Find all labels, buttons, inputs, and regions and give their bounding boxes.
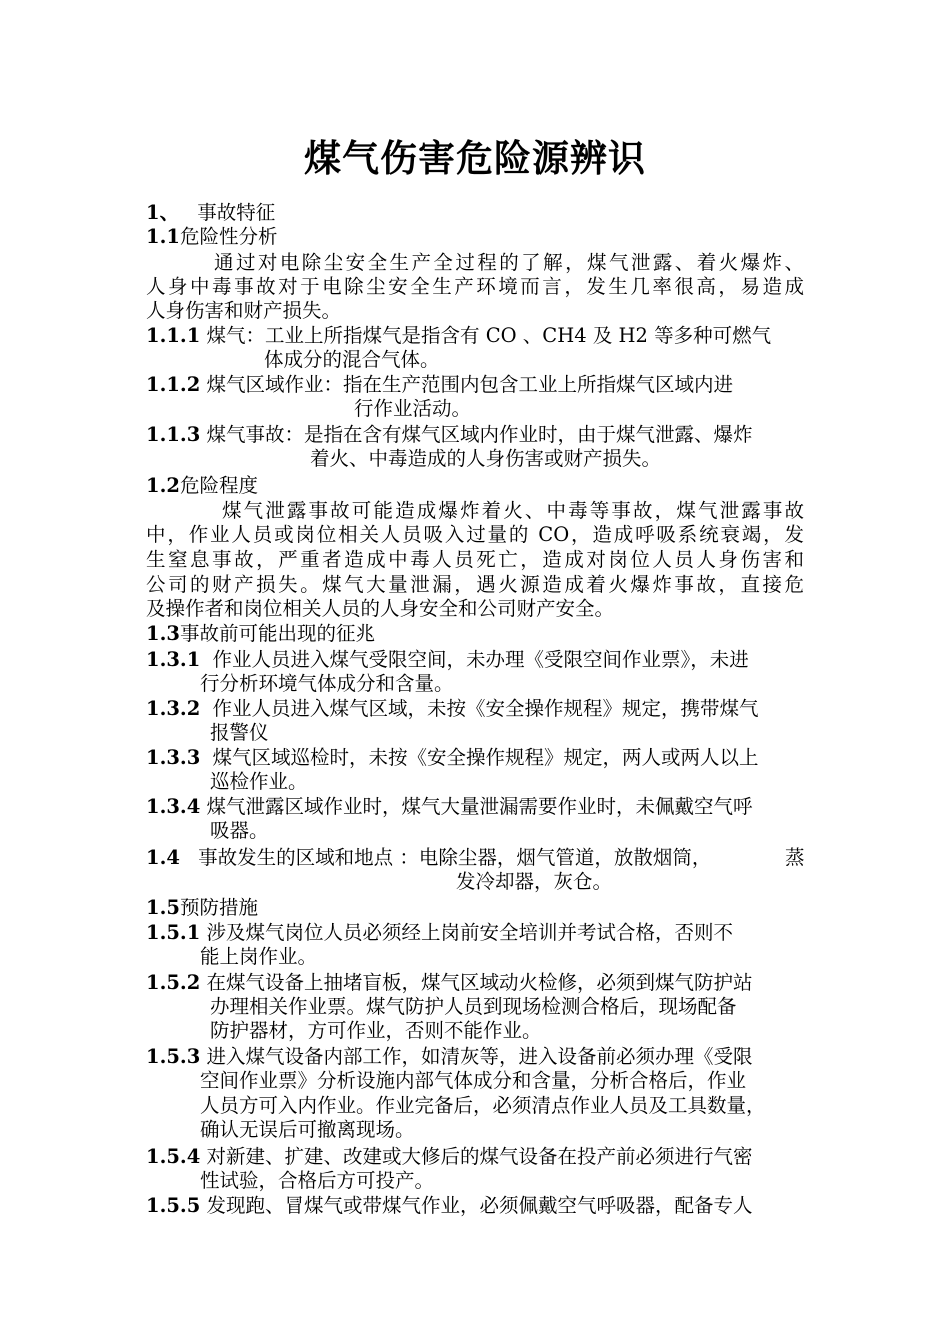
section-text: 事故发生的区域和地点 ：电除尘器，烟气管道，放散烟筒， (198, 846, 712, 869)
item-number: 1.3.2 (146, 697, 201, 720)
item-number: 1.5.3 (146, 1045, 201, 1068)
paragraph-line: 煤气泄露事故可能造成爆炸着火、中毒等事故，煤气泄露事故 (222, 499, 804, 522)
item-number: 1.3.1 (146, 648, 201, 671)
item-1-1-2 (146, 373, 733, 397)
section-1-4-heading (146, 846, 711, 870)
item-1-3-2-cont: 报警仪 (210, 721, 269, 744)
document-title: 煤气伤害危险源辨识 (304, 136, 646, 180)
item-1-3-4-cont: 吸器。 (210, 819, 269, 842)
item-text: 作业人员进入煤气受限空间，未办理《受限空间作业票》，未进 (212, 648, 749, 671)
item-1-3-3 (146, 746, 759, 770)
item-1-1-3-cont: 着火、中毒造成的人身伤害或财产损失。 (310, 447, 662, 470)
item-1-5-3-cont: 确认无误后可撤离现场。 (200, 1118, 415, 1141)
section-1-3-heading (146, 622, 375, 646)
section-1-4-cont: 发冷却器，灰仓。 (456, 870, 613, 893)
section-number: 1.4 (146, 846, 180, 869)
paragraph-line: 中，作业人员或岗位相关人员吸入过量的 CO，造成呼吸系统衰竭，发 (146, 523, 804, 546)
item-1-5-4 (146, 1145, 753, 1169)
item-1-1-2-cont: 行作业活动。 (354, 397, 472, 420)
item-1-5-4-cont: 性试验，合格后方可投产。 (200, 1169, 435, 1192)
item-1-1-1 (146, 324, 806, 348)
paragraph-line: 生窒息事故，严重者造成中毒人员死亡，造成对岗位人员人身伤害和 (146, 548, 804, 571)
item-text: 煤气区域巡检时，未按《安全操作规程》规定，两人或两人以上 (212, 746, 759, 769)
section-title: 危险性分析 (179, 225, 278, 248)
paragraph-line: 人身中毒事故对于电除尘安全生产环境而言，发生几率很高，易造成 (146, 275, 804, 298)
item-text: 对新建、扩建、改建或大修后的煤气设备在投产前必须进行气密 (206, 1145, 753, 1168)
section-1-2-heading (146, 474, 258, 498)
section-number: 1.5 (146, 896, 180, 919)
item-number: 1.1.1 (146, 324, 201, 347)
item-1-5-3-cont: 人员方可入内作业。作业完备后，必须清点作业人员及工具数量， (200, 1094, 766, 1117)
section-title: 预防措施 (179, 896, 258, 919)
section-number: 1、 (146, 201, 180, 224)
section-number: 1.3 (146, 622, 180, 645)
item-text: 在煤气设备上抽堵盲板，煤气区域动火检修，必须到煤气防护站 (206, 971, 753, 994)
item-number: 1.5.5 (146, 1194, 201, 1217)
item-text: 煤气区域作业：指在生产范围内包含工业上所指煤气区域内进 (206, 373, 734, 396)
item-1-5-2-cont: 防护器材，方可作业，否则不能作业。 (210, 1019, 542, 1042)
section-1-5-heading (146, 896, 258, 920)
section-1-4-tail: 蒸 (785, 846, 805, 869)
item-text: 发现跑、冒煤气或带煤气作业，必须佩戴空气呼吸器，配备专人 (206, 1194, 753, 1217)
item-number: 1.3.4 (146, 795, 201, 818)
section-title: 事故特征 (197, 201, 276, 224)
section-title: 事故前可能出现的征兆 (179, 622, 375, 645)
item-number: 1.5.2 (146, 971, 201, 994)
item-text: 涉及煤气岗位人员必须经上岗前安全培训并考试合格，否则不 (206, 921, 734, 944)
section-title: 危险程度 (179, 474, 258, 497)
item-number: 1.1.2 (146, 373, 201, 396)
item-1-5-2-cont: 办理相关作业票。煤气防护人员到现场检测合格后，现场配备 (210, 995, 737, 1018)
item-text: 作业人员进入煤气区域，未按《安全操作规程》规定，携带煤气 (212, 697, 759, 720)
section-number: 1.2 (146, 474, 180, 497)
item-1-3-2 (146, 697, 759, 721)
item-1-5-3-cont: 空间作业票》分析设施内部气体成分和含量，分析合格后，作业 (200, 1069, 747, 1092)
item-number: 1.1.3 (146, 423, 201, 446)
paragraph-line: 公司的财产损失。煤气大量泄漏，遇火源造成着火爆炸事故，直接危 (146, 573, 804, 596)
item-1-5-1-cont: 能上岗作业。 (200, 945, 318, 968)
item-number: 1.3.3 (146, 746, 201, 769)
item-1-3-4 (146, 795, 753, 819)
item-1-5-2 (146, 971, 753, 995)
section-1-heading (146, 201, 275, 225)
item-1-5-3 (146, 1045, 753, 1069)
item-1-5-1 (146, 921, 733, 945)
item-1-3-3-cont: 巡检作业。 (210, 770, 308, 793)
item-1-1-3 (146, 423, 753, 447)
paragraph-line: 通过对电除尘安全生产全过程的了解，煤气泄露、着火爆炸、 (214, 251, 804, 274)
item-text: 煤气事故：是指在含有煤气区域内作业时，由于煤气泄露、爆炸 (206, 423, 753, 446)
item-number: 1.5.4 (146, 1145, 201, 1168)
section-1-1-heading (146, 225, 277, 249)
item-1-1-1-cont: 体成分的混合气体。 (264, 348, 440, 371)
item-1-3-1 (146, 648, 749, 672)
item-text: 进入煤气设备内部工作，如清灰等，进入设备前必须办理《受限 (206, 1045, 753, 1068)
paragraph-line: 及操作者和岗位相关人员的人身安全和公司财产安全。 (146, 597, 615, 620)
section-number: 1.1 (146, 225, 180, 248)
item-text: 煤气泄露区域作业时，煤气大量泄漏需要作业时，未佩戴空气呼 (206, 795, 753, 818)
item-1-5-5 (146, 1194, 753, 1218)
item-1-3-1-cont: 行分析环境气体成分和含量。 (200, 672, 454, 695)
paragraph-line: 人身伤害和财产损失。 (146, 299, 342, 322)
item-text: 煤气：工业上所指煤气是指含有 CO 、CH4 及 H2 等多种可燃气 (206, 324, 772, 347)
item-number: 1.5.1 (146, 921, 201, 944)
